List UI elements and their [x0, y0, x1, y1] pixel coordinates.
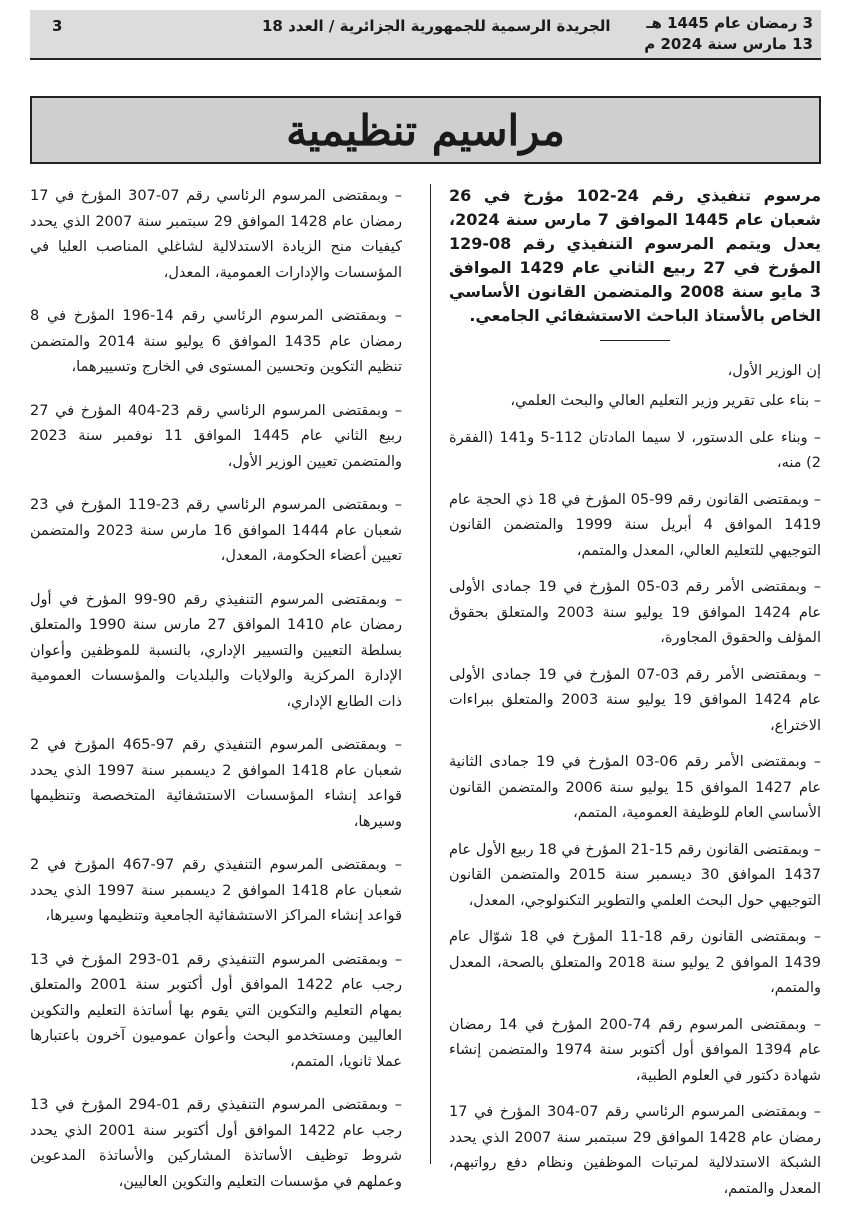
intro-line: إن الوزير الأول، [727, 363, 821, 379]
visa-paragraph: – وبمقتضى المرسوم الرئاسي رقم 14-196 المؤرخ في 8 رمضان عام 1435 الموافق 6 يوليو سنة 2014 والمتضمن تنظيم التكوين وتحسين المستوى في الخارج وتسييرهما، [30, 308, 403, 375]
right-column [449, 184, 821, 1213]
visa-paragraph: – وبمقتضى المرسوم الرئاسي رقم 07-307 المؤرخ في 17 رمضان عام 1428 الموافق 29 سبتمبر سنة 2007 الذي يحدد كيفيات منح الزيادة الاستدلالية لشاغلي المناصب العليا في المؤسسات والإدارات العمومية، المعدل، [30, 188, 402, 281]
column-divider [430, 184, 431, 1164]
visa-paragraph: – وبمقتضى المرسوم التنفيذي رقم 97-467 المؤرخ في 2 شعبان عام 1418 الموافق 2 ديسمبر سنة 1997 الذي يحدد قواعد إنشاء المراكز الاستشفائية الجامعية وتنظيمها وسيرها، [30, 857, 403, 924]
visa-paragraph: – وبمقتضى الأمر رقم 03-07 المؤرخ في 19 جمادى الأولى عام 1424 الموافق 19 يوليو سنة 2003 والمتعلق ببراءات الاختراع، [449, 666, 822, 734]
page-header [30, 10, 821, 60]
visa-paragraph: – وبمقتضى المرسوم التنفيذي رقم 01-293 المؤرخ في 13 رجب عام 1422 الموافق أول أكتوبر سنة 2001 والمتعلق بمهام التعليم والتكوين التي يقوم بها أساتذة التعليم والتكوين العاليين ومستخدمو البحث وأعوان عموميون آخرون باعتبارها عملا ثانويا، المتمم، [30, 951, 402, 1070]
header-date-hijri: 3 رمضان عام 1445 هـ [646, 14, 813, 32]
visa-paragraph: – وبمقتضى المرسوم التنفيذي رقم 01-294 المؤرخ في 13 رجب عام 1422 الموافق أول أكتوبر سنة 2001 الذي يحدد شروط توظيف الأساتذة المشاركين والأساتذة المدعوين وعملهم في مؤسسات التعليم والتكوين العاليين، [30, 1097, 402, 1190]
visa-paragraph: – وبمقتضى القانون رقم 99-05 المؤرخ في 18 ذي الحجة عام 1419 الموافق 4 أبريل سنة 1999 والمتضمن القانون التوجيهي للتعليم العالي، المعدل والمتمم، [449, 491, 822, 559]
left-column [30, 184, 402, 1213]
visa-paragraph: – وبمقتضى المرسوم التنفيذي رقم 90-99 المؤرخ في أول رمضان عام 1410 الموافق 27 مارس سنة 1990 والمتعلق بسلطة التعيين والتسيير الإداري، بالنسبة للموظفين وأعوان الإدارة المركزية والولايات والبلديات والمؤسسات العمومية ذات الطابع الإداري، [30, 591, 402, 710]
visa-paragraph: – وبمقتضى القانون رقم 15-21 المؤرخ في 18 ربيع الأول عام 1437 الموافق 30 ديسمبر سنة 2015 والمتضمن القانون التوجيهي حول البحث العلمي والتطوير التكنولوجي، المعدل، [449, 841, 822, 909]
header-date [644, 13, 813, 55]
visa-paragraph: – وبمقتضى المرسوم الرئاسي رقم 23-404 المؤرخ في 27 ربيع الثاني عام 1445 الموافق 11 نوفمبر سنة 2023 والمتضمن تعيين الوزير الأول، [30, 402, 403, 470]
header-date-gregorian: 13 مارس سنة 2024 م [644, 35, 813, 53]
visa-paragraph: – وبمقتضى المرسوم التنفيذي رقم 97-465 المؤرخ في 2 شعبان عام 1418 الموافق 2 ديسمبر سنة 1997 الذي يحدد قواعد إنشاء المؤسسات الاستشفائية المتخصصة وتنظيمها وسيرها، [30, 737, 403, 830]
title-rule [600, 340, 670, 341]
section-title-box [30, 96, 821, 164]
visa-paragraph: – وبمقتضى المرسوم الرئاسي رقم 23-119 المؤرخ في 23 شعبان عام 1444 الموافق 16 مارس سنة 2023 والمتضمن تعيين أعضاء الحكومة، المعدل، [30, 497, 403, 564]
header-title: الجريدة الرسمية للجمهورية الجزائرية / العدد 18 [262, 17, 611, 35]
section-title: مراسيم تنظيمية [286, 105, 565, 155]
visa-paragraph: – وبمقتضى الأمر رقم 06-03 المؤرخ في 19 جمادى الثانية عام 1427 الموافق 15 يوليو سنة 2006 والمتضمن القانون الأساسي العام للوظيفة العمومية، المتمم، [449, 754, 821, 821]
visa-paragraph: – وبمقتضى القانون رقم 18-11 المؤرخ في 18 شوّال عام 1439 الموافق 2 يوليو سنة 2018 والمتعلق بالصحة، المعدل والمتمم، [449, 929, 822, 996]
visa-paragraph: – وبمقتضى الأمر رقم 03-05 المؤرخ في 19 جمادى الأولى عام 1424 الموافق 19 يوليو سنة 2003 والمتعلق بحقوق المؤلف والحقوق المجاورة، [449, 579, 821, 646]
visa-paragraph: – وبمقتضى المرسوم رقم 74-200 المؤرخ في 14 رمضان عام 1394 الموافق أول أكتوبر سنة 1974 والمتضمن إنشاء شهادة دكتور في العلوم الطبية، [449, 1016, 821, 1084]
visa-paragraph: – بناء على تقرير وزير التعليم العالي والبحث العلمي، [510, 393, 821, 409]
page-number: 3 [52, 17, 63, 35]
content-columns [30, 184, 822, 1197]
decree-title: مرسوم تنفيذي رقم 24-102 مؤرخ في 26 شعبان عام 1445 الموافق 7 مارس سنة 2024، يعدل ويتمم المرسوم التنفيذي رقم 08-129 المؤرخ في 27 ربيع الثاني عام 1429 الموافق 3 مايو سنة 2008 والمتضمن القانون الأساسي الخاص بالأستاذ الباحث الاستشفائي الجامعي. [449, 186, 822, 325]
visa-paragraph: – وبناء على الدستور، لا سيما المادتان 112-5 و141 (الفقرة 2) منه، [449, 429, 822, 471]
visa-paragraph: – وبمقتضى المرسوم الرئاسي رقم 07-304 المؤرخ في 17 رمضان عام 1428 الموافق 29 سبتمبر سنة 2007 الذي يحدد الشبكة الاستدلالية لمرتبات الموظفين ونظام دفع رواتبهم، المعدل والمتمم، [449, 1104, 821, 1197]
